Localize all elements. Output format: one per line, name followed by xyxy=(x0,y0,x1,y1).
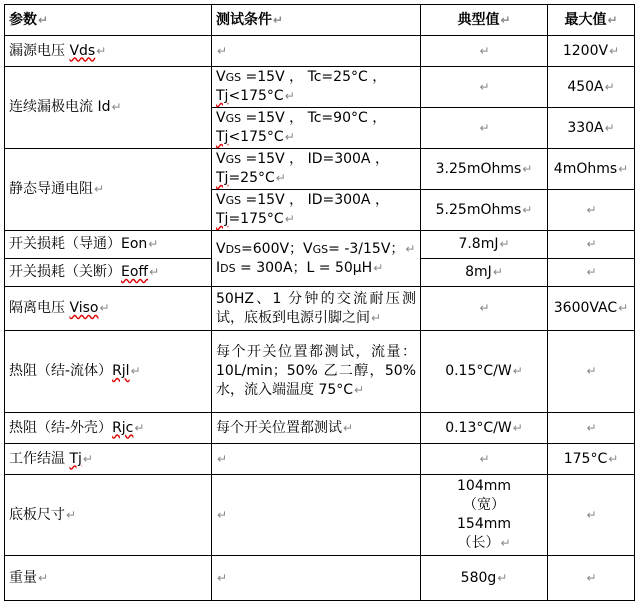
typ-cell: 0.15°C/W↵ xyxy=(421,331,548,413)
max-cell: 175°C↵ xyxy=(548,444,635,475)
cond-cell xyxy=(212,556,421,601)
paragraph-mark: ↵ xyxy=(479,120,490,135)
paragraph-mark: ↵ xyxy=(38,570,49,585)
paragraph-mark: ↵ xyxy=(38,12,49,27)
table-row xyxy=(5,331,635,413)
paragraph-mark: ↵ xyxy=(217,43,228,58)
paragraph-mark: ↵ xyxy=(284,130,295,144)
param-cell: 开关损耗（关断）Eoff↵ xyxy=(5,259,212,287)
max-cell: 3600VAC↵ xyxy=(548,287,635,331)
paragraph-mark: ↵ xyxy=(111,100,122,114)
paragraph-mark: ↵ xyxy=(217,507,228,522)
paragraph-mark: ↵ xyxy=(586,420,597,435)
max-cell xyxy=(548,475,635,556)
paragraph-mark: ↵ xyxy=(586,364,597,378)
paragraph-mark: ↵ xyxy=(604,79,615,94)
paragraph-mark: ↵ xyxy=(500,536,511,550)
paragraph-mark: ↵ xyxy=(99,301,110,315)
paragraph-mark: ↵ xyxy=(405,241,416,256)
paragraph-mark: ↵ xyxy=(96,43,107,58)
cond-cell: VDS=600V；VGS= -3/15V；↵ IDS = 300A；L = 50μH↵ xyxy=(212,231,421,287)
paragraph-mark: ↵ xyxy=(609,43,620,58)
paragraph-mark: ↵ xyxy=(608,451,619,466)
paragraph-mark: ↵ xyxy=(522,161,533,176)
paragraph-mark: ↵ xyxy=(586,507,597,522)
paragraph-mark: ↵ xyxy=(479,451,490,466)
param-cell: 连续漏极电流 Id↵ xyxy=(5,67,212,149)
max-cell: 330A↵ xyxy=(548,108,635,149)
table-row xyxy=(5,444,635,475)
header-param: 参数↵ xyxy=(5,5,212,36)
param-cell: 热阻（结-外壳）Rjc↵ xyxy=(5,413,212,444)
table-row xyxy=(5,231,635,259)
spec-table-container xyxy=(4,4,634,600)
paragraph-mark: ↵ xyxy=(217,451,228,466)
cond-cell: 50HZ、1 分钟的交流耐压测试，底板到电源引脚之间↵ xyxy=(212,287,421,331)
paragraph-mark: ↵ xyxy=(512,364,523,378)
param-cell: 热阻（结-流体）Rjl↵ xyxy=(5,331,212,413)
cond-cell: VGS =15V ， Tc=25°C ， Tj<175°C↵ xyxy=(212,67,421,108)
max-cell xyxy=(548,556,635,601)
typ-cell: 104mm （宽） 154mm （长）↵ xyxy=(421,475,548,556)
paragraph-mark: ↵ xyxy=(82,451,93,466)
typ-cell xyxy=(421,287,548,331)
paragraph-mark: ↵ xyxy=(618,161,629,176)
table-row xyxy=(5,413,635,444)
param-cell: 底板尺寸↵ xyxy=(5,475,212,556)
paragraph-mark: ↵ xyxy=(586,237,597,251)
paragraph-mark: ↵ xyxy=(479,301,490,315)
paragraph-mark: ↵ xyxy=(512,420,523,435)
param-cell: 开关损耗（导通）Eon↵ xyxy=(5,231,212,259)
header-typ: 典型值↵ xyxy=(421,5,548,36)
paragraph-mark: ↵ xyxy=(604,120,615,135)
max-cell xyxy=(548,331,635,413)
cond-cell xyxy=(212,444,421,475)
paragraph-mark: ↵ xyxy=(586,265,597,279)
cond-cell xyxy=(212,475,421,556)
paragraph-mark: ↵ xyxy=(149,265,160,279)
header-cond: 测试条件↵ xyxy=(212,5,421,36)
typ-cell: 0.13°C/W↵ xyxy=(421,413,548,444)
paragraph-mark: ↵ xyxy=(371,310,382,325)
typ-cell: 8mJ↵ xyxy=(421,259,548,287)
param-cell: 静态导通电阻↵ xyxy=(5,149,212,231)
paragraph-mark: ↵ xyxy=(373,260,384,275)
spec-table xyxy=(4,4,635,601)
paragraph-mark: ↵ xyxy=(217,570,228,585)
table-row xyxy=(5,67,635,108)
table-row xyxy=(5,475,635,556)
paragraph-mark: ↵ xyxy=(94,182,105,196)
paragraph-mark: ↵ xyxy=(354,383,365,397)
max-cell xyxy=(548,259,635,287)
paragraph-mark: ↵ xyxy=(343,420,354,435)
header-row xyxy=(5,5,635,36)
typ-cell xyxy=(421,108,548,149)
max-cell xyxy=(548,413,635,444)
typ-cell: 7.8mJ↵ xyxy=(421,231,548,259)
typ-cell xyxy=(421,444,548,475)
paragraph-mark: ↵ xyxy=(284,212,295,226)
max-cell xyxy=(548,190,635,231)
typ-cell xyxy=(421,36,548,67)
param-cell: 工作结温 Tj↵ xyxy=(5,444,212,475)
cond-cell: VGS =15V ， Tc=90°C ， Tj<175°C↵ xyxy=(212,108,421,149)
paragraph-mark: ↵ xyxy=(607,12,618,27)
typ-cell xyxy=(421,67,548,108)
header-max: 最大值↵ xyxy=(548,5,635,36)
cond-cell: 每个开关位置都测试↵ xyxy=(212,413,421,444)
paragraph-mark: ↵ xyxy=(586,570,597,585)
table-row xyxy=(5,149,635,190)
cond-cell: VGS =15V ， ID=300A ， Tj=25°C↵ xyxy=(212,149,421,190)
paragraph-mark: ↵ xyxy=(134,420,145,435)
max-cell: 1200V↵ xyxy=(548,36,635,67)
paragraph-mark: ↵ xyxy=(479,43,490,58)
paragraph-mark: ↵ xyxy=(66,507,77,522)
max-cell: 4mOhms↵ xyxy=(548,149,635,190)
paragraph-mark: ↵ xyxy=(497,570,508,585)
table-row xyxy=(5,556,635,601)
typ-cell: 580g↵ xyxy=(421,556,548,601)
max-cell: 450A↵ xyxy=(548,67,635,108)
max-cell xyxy=(548,231,635,259)
cond-cell: VGS =15V ， ID=300A ， Tj=175°C↵ xyxy=(212,190,421,231)
typ-cell: 5.25mOhms↵ xyxy=(421,190,548,231)
table-row xyxy=(5,36,635,67)
param-cell: 重量↵ xyxy=(5,556,212,601)
paragraph-mark: ↵ xyxy=(522,202,533,217)
paragraph-mark: ↵ xyxy=(618,301,629,315)
param-cell: 漏源电压 Vds↵ xyxy=(5,36,212,67)
paragraph-mark: ↵ xyxy=(273,12,284,27)
paragraph-mark: ↵ xyxy=(130,364,141,378)
paragraph-mark: ↵ xyxy=(586,202,597,217)
paragraph-mark: ↵ xyxy=(284,89,295,103)
typ-cell: 3.25mOhms↵ xyxy=(421,149,548,190)
cond-cell xyxy=(212,36,421,67)
table-row xyxy=(5,287,635,331)
paragraph-mark: ↵ xyxy=(499,237,510,251)
param-cell: 隔离电压 Viso↵ xyxy=(5,287,212,331)
paragraph-mark: ↵ xyxy=(148,237,159,251)
paragraph-mark: ↵ xyxy=(492,265,503,279)
cond-cell: 每个开关位置都测试，流量：10L/min；50% 乙二醇，50%水，流入端温度 75°C↵ xyxy=(212,331,421,413)
paragraph-mark: ↵ xyxy=(500,12,511,27)
paragraph-mark: ↵ xyxy=(479,79,490,94)
paragraph-mark: ↵ xyxy=(275,171,286,185)
